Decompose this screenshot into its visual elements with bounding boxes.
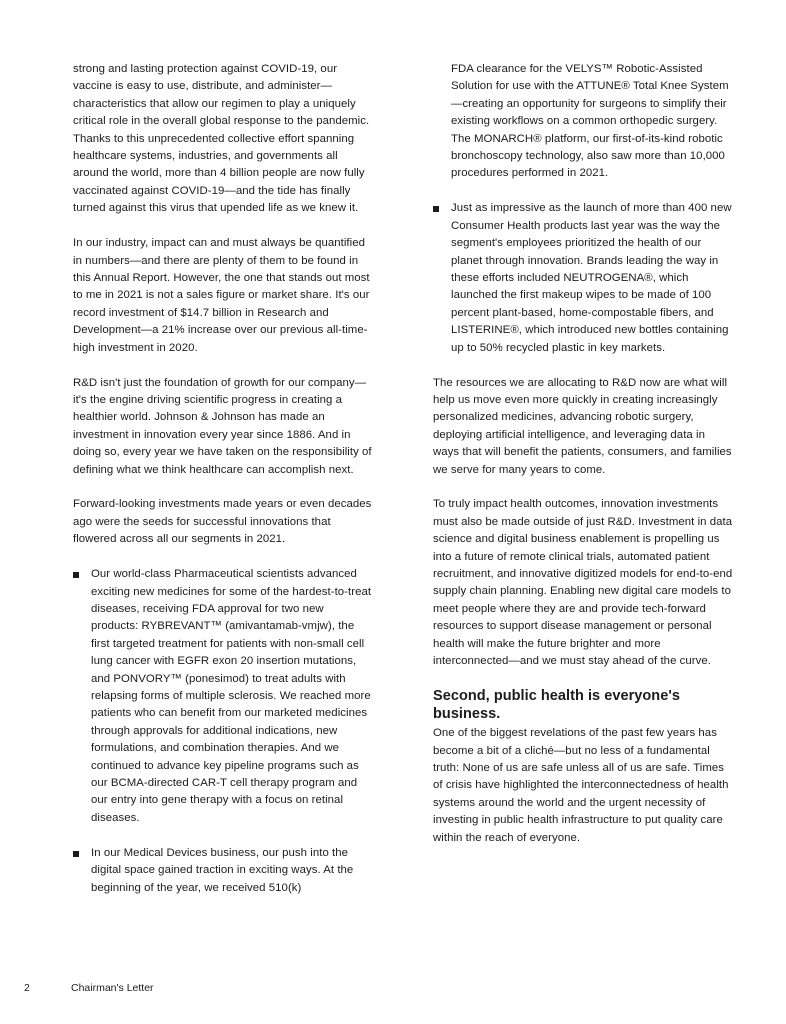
bullet-consumer-health [433,200,733,357]
footer-section-label: Chairman's Letter [71,982,154,994]
bullet-text: FDA clearance for the VELYS™ Robotic-Assisted Solution for use with the ATTUNE® Total Knee System—creating an opportunity for surgeons to simplify their existing workflows on a common orthopedic surgery. The MONARCH® platform, our first-of-its-kind robotic bronchoscopy technology, also saw more than 10,000 procedures performed in 2021. [451,63,729,180]
bullet-square-icon [73,572,79,578]
paragraph-rd-resources: The resources we are allocating to R&D now are what will help us move even more quickly in creating increasingly personalized medicines, advancing robotic surgery, deploying artificial intelligence, and leveraging data in ways that will benefit the patients, consumers, and families we serve for many years to come. [433,376,732,476]
bullet-pharmaceutical [73,566,373,827]
paragraph-forward-investments: Forward-looking investments made years or even decades ago were the seeds for successful innovations that flowered across all our segments in 2021. [73,498,372,546]
section-heading: Second, public health is everyone's business. [433,688,680,722]
paragraph-covid-vaccine: strong and lasting protection against COVID-19, our vaccine is easy to use, distribute, and administer—characteristics that allow our regimen to play a uniquely critical role in the overall global response to the pandemic. Thanks to this unprecedented collective effort spanning healthcare systems, industries, and governments all around the world, more than 4 billion people are now fully vaccinated against COVID-19—and the tide has finally turned against this virus that upended life as we knew it. [73,63,370,215]
right-column [433,61,733,865]
bullet-medical-devices [73,845,373,897]
bullet-text: Our world-class Pharmaceutical scientists advanced exciting new medicines for some of the hardest-to-treat diseases, receiving FDA approval for two new products: RYBREVANT™ (amivantamab-vmjw), the first targeted treatment for patients with non-small cell lung cancer with EGFR exon 20 insertion mutations, and PONVORY™ (ponesimod) to treat adults with relapsing forms of multiple sclerosis. We reached more patients who can benefit from our marketed medicines through approvals for additional indications, new formulations, and combination therapies. And we continued to advance key pipeline programs such as our BCMA-directed CAR-T cell therapy program and our entry into gene therapy with a focus on retinal diseases. [91,568,372,824]
bullet-text: In our Medical Devices business, our push into the digital space gained traction in exciting ways. At the beginning of the year, we received 510(k) [91,846,354,894]
bullet-square-icon [73,851,79,857]
bullet-medical-devices-continued [433,61,733,183]
left-column [73,61,373,914]
paragraph-public-health: One of the biggest revelations of the past few years has become a bit of a cliché—but no less of a fundamental truth: None of us are safe unless all of us are safe. Times of crisis have highlighted the interconnectedness of health systems around the world and the urgent necessity of investing in public health infrastructure to put quality care within the reach of everyone. [433,727,729,844]
bullet-text: Just as impressive as the launch of more than 400 new Consumer Health products last year was the way the segment's employees prioritized the health of our planet through innovation. Brands leading the way in these efforts included NEUTROGENA®, which launched the first makeup wipes to be made of 100 percent plant-based, home-compostable fibers, and LISTERINE®, which introduced new bottles containing up to 50% recycled plastic in key markets. [451,202,732,354]
page-number: 2 [24,982,30,994]
paragraph-rd-foundation: R&D isn't just the foundation of growth for our company—it's the engine driving scientific progress in creating a healthier world. Johnson & Johnson has made an investment in innovation every year since 1886. And in doing so, every year we have taken on the responsibility of defining what we think healthcare can accomplish next. [73,376,372,476]
paragraph-impact-numbers: In our industry, impact can and must always be quantified in numbers—and there are plenty of them to be found in this Annual Report. However, the one that stands out most to me in 2021 is not a sales figure or market share. It's our record investment of $14.7 billion in Research and Development—a 21% increase over our previous all-time-high investment in 2020. [73,237,370,354]
paragraph-digital-investments: To truly impact health outcomes, innovation investments must also be made outside of just R&D. Investment in data science and digital business enablement is propelling us into a future of remote clinical trials, automated patient recruitment, and innovative digitized models for end-to-end supply chain planning. Enabling new digital care models to meet people where they are and provide tech-forward resources to support disease management or personal health will make the future brighter and more interconnected—and we must stay ahead of the curve. [433,498,733,668]
bullet-square-icon [433,206,439,212]
